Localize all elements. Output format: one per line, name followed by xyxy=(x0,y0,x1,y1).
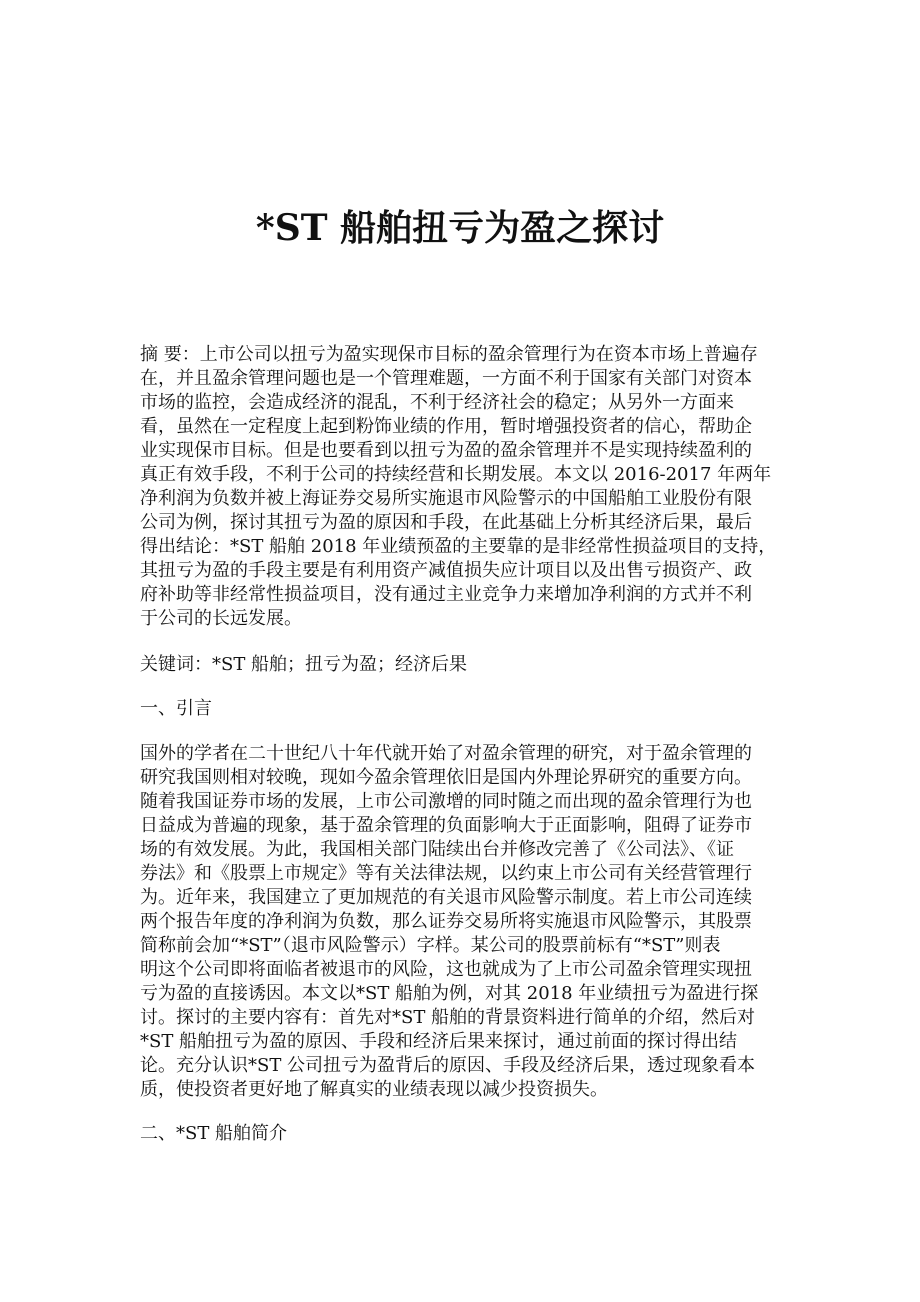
intro-line: 为。近年来，我国建立了更加规范的有关退市风险警示制度。若上市公司连续 xyxy=(140,887,752,908)
paper-body xyxy=(140,343,790,1146)
abstract-line: 净利润为负数并被上海证券交易所实施退市风险警示的中国船舶工业股份有限 xyxy=(140,488,752,509)
abstract-line: 公司为例，探讨其扭亏为盈的原因和手段，在此基础上分析其经济后果，最后 xyxy=(140,512,752,533)
abstract-line: 在，并且盈余管理问题也是一个管理难题，一方面不利于国家有关部门对资本 xyxy=(140,368,752,389)
section-heading-introduction: 一、引言 xyxy=(140,698,212,719)
intro-line: 日益成为普遍的现象，基于盈余管理的负面影响大于正面影响，阻碍了证券市 xyxy=(140,815,752,836)
intro-line: 论。充分认识*ST 公司扭亏为盈背后的原因、手段及经济后果，透过现象看本 xyxy=(140,1055,756,1076)
intro-line: 随着我国证券市场的发展，上市公司激增的同时随之而出现的盈余管理行为也 xyxy=(140,791,752,812)
abstract-line: 市场的监控，会造成经济的混乱，不利于经济社会的稳定；从另外一方面来 xyxy=(140,392,734,413)
paper-title: *ST 船舶扭亏为盈之探讨 xyxy=(255,207,665,250)
keywords-line: 关键词：*ST 船舶；扭亏为盈；经济后果 xyxy=(140,654,468,675)
intro-line: 简称前会加“*ST”（退市风险警示）字样。某公司的股票前标有“*ST”则表 xyxy=(140,935,721,956)
abstract-line: 摘 要：上市公司以扭亏为盈实现保市目标的盈余管理行为在资本市场上普遍存 xyxy=(140,344,758,365)
intro-line: 亏为盈的直接诱因。本文以*ST 船舶为例，对其 2018 年业绩扭亏为盈进行探 xyxy=(140,983,759,1004)
intro-line: 场的有效发展。为此，我国相关部门陆续出台并修改完善了《公司法》、《证 xyxy=(140,839,734,860)
section-heading-company-profile: 二、*ST 船舶简介 xyxy=(140,1123,288,1144)
abstract-line: 得出结论：*ST 船舶 2018 年业绩预盈的主要靠的是非经常性损益项目的支持， xyxy=(140,536,777,557)
intro-line: 研究我国则相对较晚，现如今盈余管理依旧是国内外理论界研究的重要方向。 xyxy=(140,767,752,788)
abstract-line: 府补助等非经常性损益项目，没有通过主业竞争力来增加净利润的方式并不利 xyxy=(140,584,752,605)
intro-line: 明这个公司即将面临者被退市的风险，这也就成为了上市公司盈余管理实现扭 xyxy=(140,959,752,980)
intro-line: 两个报告年度的净利润为负数，那么证券交易所将实施退市风险警示，其股票 xyxy=(140,911,752,932)
abstract-line: 真正有效手段，不利于公司的持续经营和长期发展。本文以 2016-2017 年两年 xyxy=(140,464,772,485)
introduction-paragraph xyxy=(140,742,790,1102)
abstract-line: 业实现保市目标。但是也要看到以扭亏为盈的盈余管理并不是实现持续盈利的 xyxy=(140,440,752,461)
abstract-line: 其扭亏为盈的手段主要是有利用资产减值损失应计项目以及出售亏损资产、政 xyxy=(140,560,752,581)
intro-line: 券法》和《股票上市规定》等有关法律法规，以约束上市公司有关经营管理行 xyxy=(140,863,752,884)
intro-line: 质，使投资者更好地了解真实的业绩表现以减少投资损失。 xyxy=(140,1079,608,1100)
abstract-line: 看，虽然在一定程度上起到粉饰业绩的作用，暂时增强投资者的信心，帮助企 xyxy=(140,416,752,437)
abstract-line: 于公司的长远发展。 xyxy=(140,608,302,629)
intro-line: *ST 船舶扭亏为盈的原因、手段和经济后果来探讨，通过前面的探讨得出结 xyxy=(140,1031,738,1052)
abstract-paragraph xyxy=(140,343,790,631)
intro-line: 讨。探讨的主要内容有：首先对*ST 船舶的背景资料进行简单的介绍，然后对 xyxy=(140,1007,756,1028)
intro-line: 国外的学者在二十世纪八十年代就开始了对盈余管理的研究，对于盈余管理的 xyxy=(140,743,752,764)
